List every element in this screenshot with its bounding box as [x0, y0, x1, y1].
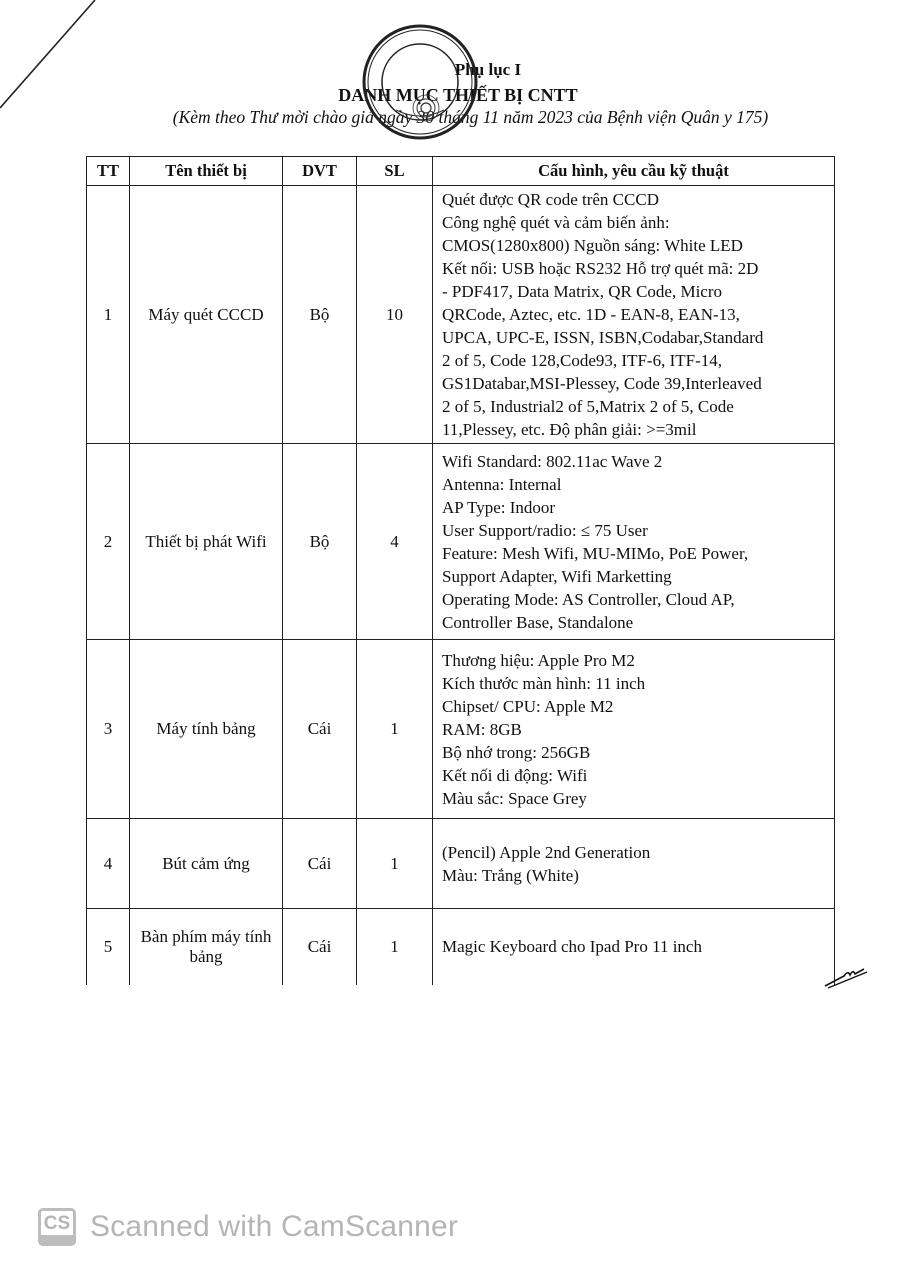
unit: Bộ — [283, 444, 357, 640]
table-header-row — [87, 157, 835, 186]
spec-line: Công nghệ quét và cảm biến ảnh: — [442, 213, 670, 232]
column-header-unit: DVT — [283, 157, 357, 186]
spec-line: Feature: Mesh Wifi, MU-MIMo, PoE Power, — [442, 543, 749, 563]
spec-cell — [433, 819, 835, 909]
row-number: 1 — [87, 186, 130, 444]
column-header-qty: SL — [357, 157, 433, 186]
table-row — [87, 819, 835, 909]
unit: Cái — [283, 819, 357, 909]
spec-line: Antenna: Internal — [442, 474, 562, 494]
table-row — [87, 640, 835, 819]
row-number: 2 — [87, 444, 130, 640]
spec-line: Màu sắc: Space Grey — [442, 788, 587, 808]
unit: Cái — [283, 640, 357, 819]
quantity: 1 — [357, 819, 433, 909]
spec-line: RAM: 8GB — [442, 719, 522, 739]
row-number: 4 — [87, 819, 130, 909]
quantity: 1 — [357, 640, 433, 819]
row-number: 5 — [87, 909, 130, 985]
official-seal-stamp — [360, 22, 480, 142]
spec-line: Kích thước màn hình: 11 inch — [442, 673, 646, 693]
spec-line: Kết nối: USB hoặc RS232 Hỗ trợ quét mã: 2D — [442, 259, 759, 278]
appendix-title: Phụ lục I — [454, 60, 522, 79]
unit: Cái — [283, 909, 357, 985]
spec-line: Magic Keyboard cho Ipad Pro 11 inch — [442, 937, 702, 957]
camscanner-watermark — [38, 1207, 458, 1247]
device-name: Bàn phím máy tính bảng — [130, 909, 283, 985]
column-header-spec: Cấu hình, yêu cầu kỹ thuật — [433, 157, 835, 186]
spec-line: User Support/radio: ≤ 75 User — [442, 520, 648, 540]
watermark-text: Scanned with CamScanner — [90, 1210, 459, 1243]
signature-initials — [822, 960, 872, 990]
spec-line: Kết nối di động: Wifi — [442, 765, 588, 785]
device-name: Máy quét CCCD — [130, 186, 283, 444]
device-name: Bút cảm ứng — [130, 819, 283, 909]
spec-line: UPCA, UPC-E, ISSN, ISBN,Codabar,Standard — [442, 328, 764, 347]
row-number: 3 — [87, 640, 130, 819]
spec-line: Operating Mode: AS Controller, Cloud AP, — [442, 589, 735, 609]
spec-line: 2 of 5, Code 128,Code93, ITF-6, ITF-14, — [442, 351, 723, 370]
quantity: 4 — [357, 444, 433, 640]
table-row — [87, 909, 835, 985]
spec-line: CMOS(1280x800) Nguồn sáng: White LED — [442, 236, 743, 255]
spec-cell — [433, 186, 835, 444]
spec-line: Wifi Standard: 802.11ac Wave 2 — [442, 451, 663, 471]
column-header-tt: TT — [87, 157, 130, 186]
spec-line: Thương hiệu: Apple Pro M2 — [442, 650, 635, 670]
device-name: Thiết bị phát Wifi — [130, 444, 283, 640]
document-subtitle: (Kèm theo Thư mời chào giá ngày 30 tháng 11 năm 2023 của Bệnh viện Quân y 175) — [172, 107, 769, 127]
device-name: Máy tính bảng — [130, 640, 283, 819]
equipment-table — [86, 156, 835, 985]
column-header-name: Tên thiết bị — [130, 157, 283, 186]
spec-cell — [433, 640, 835, 819]
spec-cell — [433, 444, 835, 640]
table-row — [87, 444, 835, 640]
quantity: 1 — [357, 909, 433, 985]
spec-line: Bộ nhớ trong: 256GB — [442, 742, 591, 762]
unit: Bộ — [283, 186, 357, 444]
spec-line: QRCode, Aztec, etc. 1D - EAN-8, EAN-13, — [442, 305, 740, 324]
spec-line: 2 of 5, Industrial2 of 5,Matrix 2 of 5, Code — [442, 397, 734, 416]
spec-line: Controller Base, Standalone — [442, 612, 634, 632]
camscanner-logo-icon: CS — [38, 1208, 76, 1246]
spec-line: AP Type: Indoor — [442, 497, 556, 517]
spec-line: 11,Plessey, etc. Độ phân giải: >=3mil — [442, 420, 697, 439]
spec-line: GS1Databar,MSI-Plessey, Code 39,Interleaved — [442, 374, 762, 393]
document-title: DANH MỤC THIẾT BỊ CNTT — [338, 85, 578, 105]
spec-line: Quét được QR code trên CCCD — [442, 190, 659, 209]
table-row — [87, 186, 835, 444]
spec-line: - PDF417, Data Matrix, QR Code, Micro — [442, 282, 723, 301]
spec-cell — [433, 909, 835, 985]
spec-line: (Pencil) Apple 2nd Generation — [442, 842, 651, 862]
quantity: 10 — [357, 186, 433, 444]
spec-line: Chipset/ CPU: Apple M2 — [442, 696, 614, 716]
spec-line: Support Adapter, Wifi Marketting — [442, 566, 672, 586]
spec-line: Màu: Trắng (White) — [442, 865, 579, 885]
